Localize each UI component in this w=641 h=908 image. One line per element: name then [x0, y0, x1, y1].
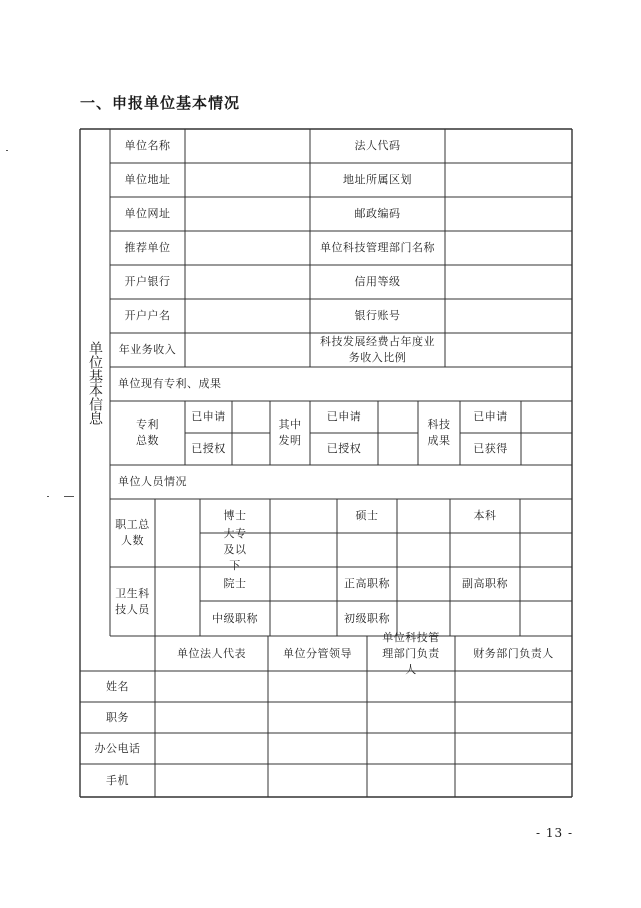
row-mobile: 手机	[106, 773, 129, 787]
label-credit-rating: 信用等级	[354, 275, 401, 288]
side-label-text: 单位基本信息	[87, 340, 103, 425]
label-tech-dept-name: 单位科技管理部门名称	[320, 241, 435, 254]
section-title: 一、申报单位基本情况	[80, 94, 241, 112]
scan-speck	[47, 496, 49, 497]
label-vice-senior-title: 副高职称	[462, 577, 508, 590]
label-postcode: 邮政编码	[354, 207, 401, 220]
label-address-region: 地址所属区划	[343, 173, 412, 186]
scan-speck	[6, 150, 8, 151]
label-total-staff: 职工总人数	[115, 518, 150, 547]
row-position: 职务	[106, 710, 129, 724]
page-number: - 13 -	[536, 826, 574, 840]
col-finance-head: 财务部门负责人	[473, 646, 554, 660]
label-master: 硕士	[355, 509, 379, 522]
label-invention-applied: 已申请	[326, 410, 362, 423]
label-patent-granted: 已授权	[191, 442, 226, 455]
label-patent-applied: 已申请	[191, 410, 226, 423]
label-bank: 开户银行	[124, 275, 171, 288]
label-recommending-unit: 推荐单位	[124, 241, 171, 254]
label-unit-name: 单位名称	[124, 139, 171, 152]
row-office-phone: 办公电话	[94, 741, 141, 755]
label-bachelor: 本科	[473, 509, 497, 522]
label-junior-title: 初级职称	[344, 611, 390, 625]
label-college: 大专及以下	[223, 527, 247, 572]
row-name: 姓名	[106, 679, 129, 693]
label-doctor: 博士	[223, 509, 247, 522]
label-unit-address: 单位地址	[124, 173, 171, 186]
col-tech-dept-head: 单位科技管理部门负责人	[382, 630, 440, 676]
col-legal-rep: 单位法人代表	[177, 646, 246, 660]
label-annual-revenue: 年业务收入	[118, 343, 177, 356]
side-label	[80, 129, 110, 636]
col-leader: 单位分管领导	[283, 646, 352, 660]
scan-speck	[64, 496, 74, 497]
label-patent-total: 专利总数	[136, 418, 159, 447]
label-intermediate-title: 中级职称	[212, 611, 258, 625]
label-legal-code: 法人代码	[354, 139, 401, 152]
label-achievement-obtained: 已获得	[473, 442, 508, 455]
label-academician: 院士	[223, 577, 247, 590]
label-achievements: 科技成果	[427, 418, 451, 447]
label-account-name: 开户户名	[124, 309, 171, 322]
label-invention-granted: 已授权	[326, 442, 362, 455]
label-achievement-applied: 已申请	[473, 410, 508, 423]
label-bank-account: 银行账号	[354, 309, 401, 322]
label-senior-title: 正高职称	[344, 577, 390, 590]
patents-header: 单位现有专利、成果	[118, 377, 222, 390]
staff-header: 单位人员情况	[118, 475, 187, 488]
label-rd-ratio: 科技发展经费占年度业务收入比例	[320, 335, 435, 364]
label-unit-website: 单位网址	[124, 207, 171, 220]
label-health-staff: 卫生科技人员	[115, 586, 150, 616]
label-invention: 其中发明	[278, 418, 302, 447]
